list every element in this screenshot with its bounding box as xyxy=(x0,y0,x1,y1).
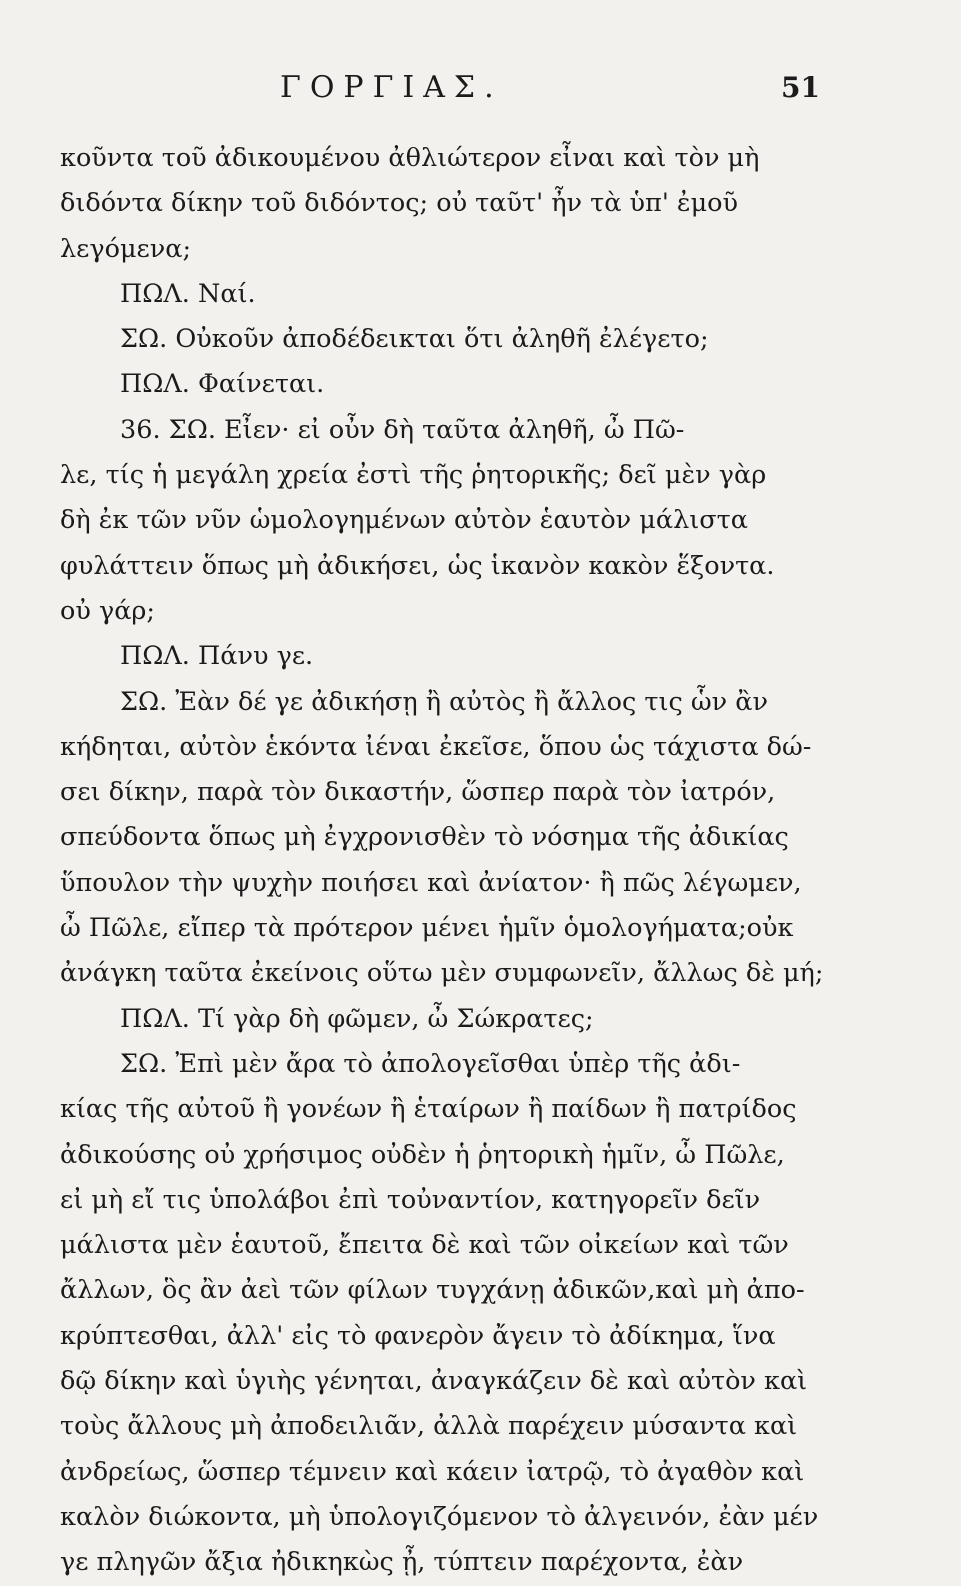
text-line: λεγόμενα; xyxy=(60,233,192,264)
text-line: ΣΩ. Ἐπὶ μὲν ἄρα τὸ ἀπολογεῖσθαι ὑπὲρ τῆς ἀδι- xyxy=(120,1048,741,1079)
text-line: καλὸν διώκοντα, μὴ ὑπολογιζόμενον τὸ ἀλγεινόν, ἐὰν μέν xyxy=(60,1501,819,1532)
text-line: κήδηται, αὐτὸν ἑκόντα ἰέναι ἐκεῖσε, ὅπου ὡς τάχιστα δώ- xyxy=(60,731,812,762)
text-line: ἀδικούσης οὐ χρήσιμος οὐδὲν ἡ ῥητορικὴ ἡμῖν, ὦ Πῶλε, xyxy=(60,1139,785,1170)
text-line: λε, τίς ἡ μεγάλη χρεία ἐστὶ τῆς ῥητορικῆς; δεῖ μὲν γὰρ xyxy=(60,460,767,491)
text-line: ΣΩ. Ἐὰν δέ γε ἀδικήσῃ ἢ αὐτὸς ἢ ἄλλος τις ὧν ἂν xyxy=(120,686,768,717)
text-line: ὦ Πῶλε, εἴπερ τὰ πρότερον μένει ἡμῖν ὁμολογήματα;οὐκ xyxy=(60,913,794,944)
text-line: ΠΩΛ. Τί γὰρ δὴ φῶμεν, ὦ Σώκρατες; xyxy=(120,1003,594,1034)
running-title: ΓΟΡΓΙΑΣ. xyxy=(280,70,503,105)
text-line: σπεύδοντα ὅπως μὴ ἐγχρονισθὲν τὸ νόσημα τῆς ἀδικίας xyxy=(60,822,789,853)
running-head xyxy=(60,68,820,108)
text-line: δῷ δίκην καὶ ὑγιὴς γένηται, ἀναγκάζειν δὲ καὶ αὐτὸν καὶ xyxy=(60,1366,808,1397)
text-line: κρύπτεσθαι, ἀλλ' εἰς τὸ φανερὸν ἄγειν τὸ ἀδίκημα, ἵνα xyxy=(60,1320,776,1351)
text-line: ὕπουλον τὴν ψυχὴν ποιήσει καὶ ἀνίατον· ἢ πῶς λέγωμεν, xyxy=(60,867,802,898)
text-line: κοῦντα τοῦ ἀδικουμένου ἀθλιώτερον εἶναι καὶ τὸν μὴ xyxy=(60,143,760,173)
text-line: εἰ μὴ εἴ τις ὑπολάβοι ἐπὶ τοὐναντίον, κατηγορεῖν δεῖν xyxy=(60,1184,761,1215)
text-line: ἄλλων, ὃς ἂν ἀεὶ τῶν φίλων τυγχάνῃ ἀδικῶν,καὶ μὴ ἀπο- xyxy=(60,1275,805,1306)
body-text xyxy=(60,136,828,1586)
text-line: ΠΩΛ. Πάνυ γε. xyxy=(120,641,314,672)
text-line: ἀνδρείως, ὥσπερ τέμνειν καὶ κάειν ἰατρῷ, τὸ ἀγαθὸν καὶ xyxy=(60,1456,805,1487)
text-line: οὐ γάρ; xyxy=(60,595,156,626)
text-line: κίας τῆς αὐτοῦ ἢ γονέων ἢ ἑταίρων ἢ παίδων ἢ πατρίδος xyxy=(60,1094,797,1125)
text-line: τοὺς ἄλλους μὴ ἀποδειλιᾶν, ἀλλὰ παρέχειν μύσαντα καὶ xyxy=(60,1411,798,1442)
text-line: σει δίκην, παρὰ τὸν δικαστήν, ὥσπερ παρὰ τὸν ἰατρόν, xyxy=(60,777,776,808)
text-line: φυλάττειν ὅπως μὴ ἀδικήσει, ὡς ἱκανὸν κακὸν ἕξοντα. xyxy=(60,550,775,581)
text-line: 36. ΣΩ. Εἶεν· εἰ οὖν δὴ ταῦτα ἀληθῆ, ὦ Πῶ- xyxy=(120,414,685,445)
text-line: ἀνάγκη ταῦτα ἐκείνοις οὕτω μὲν συμφωνεῖν, ἄλλως δὲ μή; xyxy=(60,958,824,989)
page-number: 51 xyxy=(781,71,820,104)
text-line: ΣΩ. Οὐκοῦν ἀποδέδεικται ὅτι ἀληθῆ ἐλέγετο; xyxy=(120,324,709,355)
text-line: δὴ ἐκ τῶν νῦν ὡμολογημένων αὐτὸν ἑαυτὸν μάλιστα xyxy=(60,505,748,536)
text-line: γε πληγῶν ἄξια ἠδικηκὼς ᾖ, τύπτειν παρέχοντα, ἐὰν xyxy=(60,1547,744,1578)
text-line: ΠΩΛ. Ναί. xyxy=(120,278,256,309)
text-line: ΠΩΛ. Φαίνεται. xyxy=(120,369,325,400)
text-line: διδόντα δίκην τοῦ διδόντος; οὐ ταῦτ' ἦν τὰ ὑπ' ἐμοῦ xyxy=(60,188,739,219)
text-line: μάλιστα μὲν ἑαυτοῦ, ἔπειτα δὲ καὶ τῶν οἰκείων καὶ τῶν xyxy=(60,1230,789,1261)
